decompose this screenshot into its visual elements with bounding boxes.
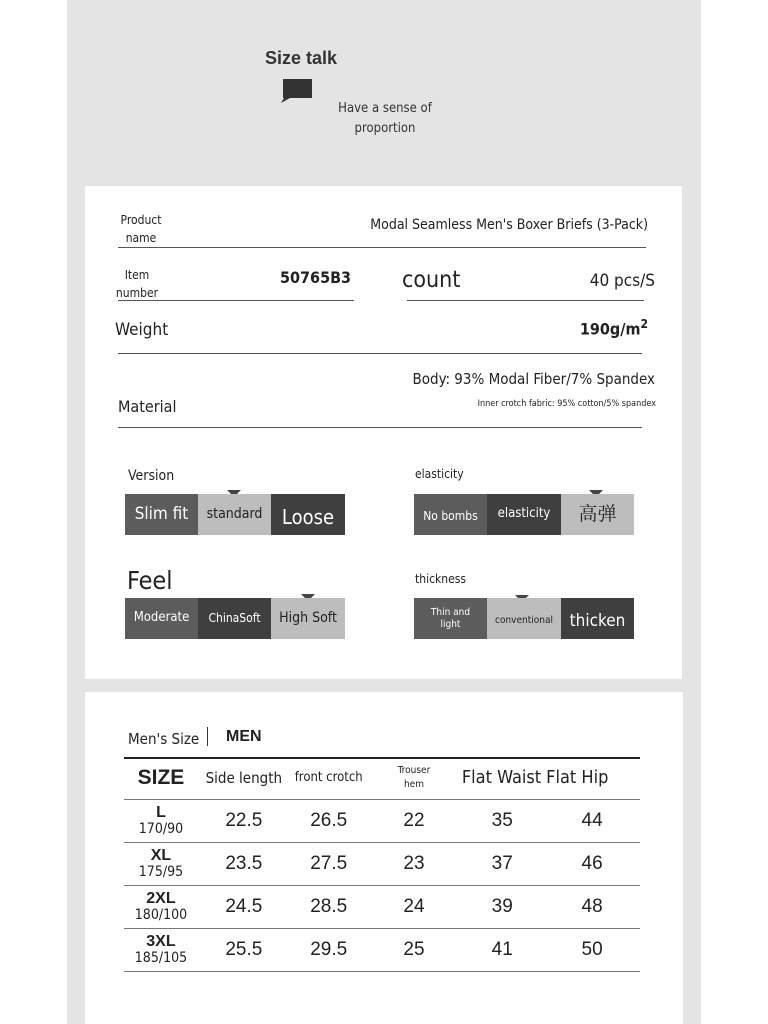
size-cell	[124, 885, 198, 928]
weight-number: 190g/m	[579, 319, 641, 339]
flat-hip-value: 48	[544, 885, 640, 928]
table-row	[124, 928, 640, 971]
item-number-value: 50765B3	[280, 268, 352, 287]
side-length-value: 25.5	[198, 928, 290, 971]
size-letter: 2XL	[146, 889, 176, 907]
elasticity-label: elasticity	[415, 467, 464, 481]
size-spec: 185/105	[134, 949, 188, 966]
header-side-length: Side length	[198, 757, 290, 799]
front-crotch-value: 27.5	[290, 842, 368, 885]
size-cell	[124, 842, 198, 885]
trouser-hem-value: 24	[368, 885, 461, 928]
trouser-hem-value: 23	[368, 842, 461, 885]
thickness-option-thicken: thicken	[561, 598, 634, 639]
size-chart-gender: MEN	[226, 728, 262, 745]
divider	[118, 247, 646, 248]
table-header-row	[124, 757, 640, 799]
flat-hip-value: 44	[544, 799, 640, 842]
front-crotch-value: 29.5	[290, 928, 368, 971]
version-option-standard: standard	[198, 494, 271, 535]
front-crotch-value: 28.5	[290, 885, 368, 928]
vertical-separator	[207, 727, 208, 746]
table-row	[124, 885, 640, 928]
header-size: SIZE	[124, 757, 198, 799]
size-spec: 180/100	[134, 906, 188, 923]
elasticity-option-no-bombs: No bombs	[414, 494, 487, 535]
size-spec: 170/90	[138, 820, 184, 837]
front-crotch-value: 26.5	[290, 799, 368, 842]
size-spec: 175/95	[138, 863, 184, 880]
table-row	[124, 842, 640, 885]
product-name-label: Product name	[120, 213, 162, 245]
feel-label: Feel	[127, 566, 173, 595]
feel-option-moderate: Moderate	[125, 598, 198, 639]
count-label: count	[402, 267, 461, 293]
flat-hip-value: 46	[544, 842, 640, 885]
flat-waist-value: 35	[460, 799, 544, 842]
count-value: 40 pcs/S	[589, 271, 655, 291]
version-option-slim-fit: Slim fit	[125, 494, 198, 535]
side-length-value: 23.5	[198, 842, 290, 885]
item-number-label: Item number	[115, 268, 159, 300]
thickness-option-thin-light: Thin and light	[414, 598, 487, 639]
size-letter: 3XL	[146, 932, 176, 950]
header-flat-waist: Flat Waist	[460, 757, 544, 799]
trouser-hem-value: 25	[368, 928, 461, 971]
material-label: Material	[118, 397, 177, 416]
weight-value	[540, 317, 648, 338]
divider	[118, 427, 642, 428]
flat-waist-value: 41	[460, 928, 544, 971]
elasticity-option-elasticity: elasticity	[487, 494, 561, 535]
version-label: Version	[128, 468, 175, 484]
size-cell	[124, 799, 198, 842]
divider	[118, 300, 354, 301]
weight-label: Weight	[115, 320, 169, 340]
thickness-label: thickness	[415, 572, 466, 586]
size-chart-label: Men's Size	[128, 730, 200, 748]
divider	[407, 300, 644, 301]
header-front-crotch: front crotch	[290, 757, 368, 799]
feel-option-high-soft: High Soft	[271, 598, 345, 639]
material-body: Body: 93% Modal Fiber/7% Spandex	[412, 370, 655, 388]
page-subtitle: Have a sense of proportion	[338, 101, 432, 136]
version-option-loose: Loose	[271, 494, 345, 535]
side-length-value: 24.5	[198, 885, 290, 928]
material-inner: Inner crotch fabric: 95% cotton/5% spandex	[477, 399, 656, 409]
table-row	[124, 799, 640, 842]
size-letter: XL	[150, 846, 172, 864]
header-flat-hip: Flat Hip	[544, 757, 640, 799]
divider	[118, 353, 642, 354]
flat-waist-value: 39	[460, 885, 544, 928]
thickness-option-conventional: conventional	[487, 598, 561, 639]
page-title: Size talk	[265, 48, 338, 68]
flat-hip-value: 50	[544, 928, 640, 971]
flat-waist-value: 37	[460, 842, 544, 885]
product-name-value: Modal Seamless Men's Boxer Briefs (3-Pack)	[370, 217, 648, 233]
feel-option-chinasoft: ChinaSoft	[198, 598, 271, 639]
size-table	[124, 757, 640, 972]
size-letter: L	[156, 803, 166, 821]
trouser-hem-value: 22	[368, 799, 461, 842]
header-trouser-hem: Trouser hem	[368, 757, 461, 799]
side-length-value: 22.5	[198, 799, 290, 842]
weight-superscript: 2	[640, 317, 648, 331]
size-cell	[124, 928, 198, 971]
elasticity-option-high: 高弹	[561, 494, 634, 535]
speech-bubble-icon	[280, 78, 314, 104]
